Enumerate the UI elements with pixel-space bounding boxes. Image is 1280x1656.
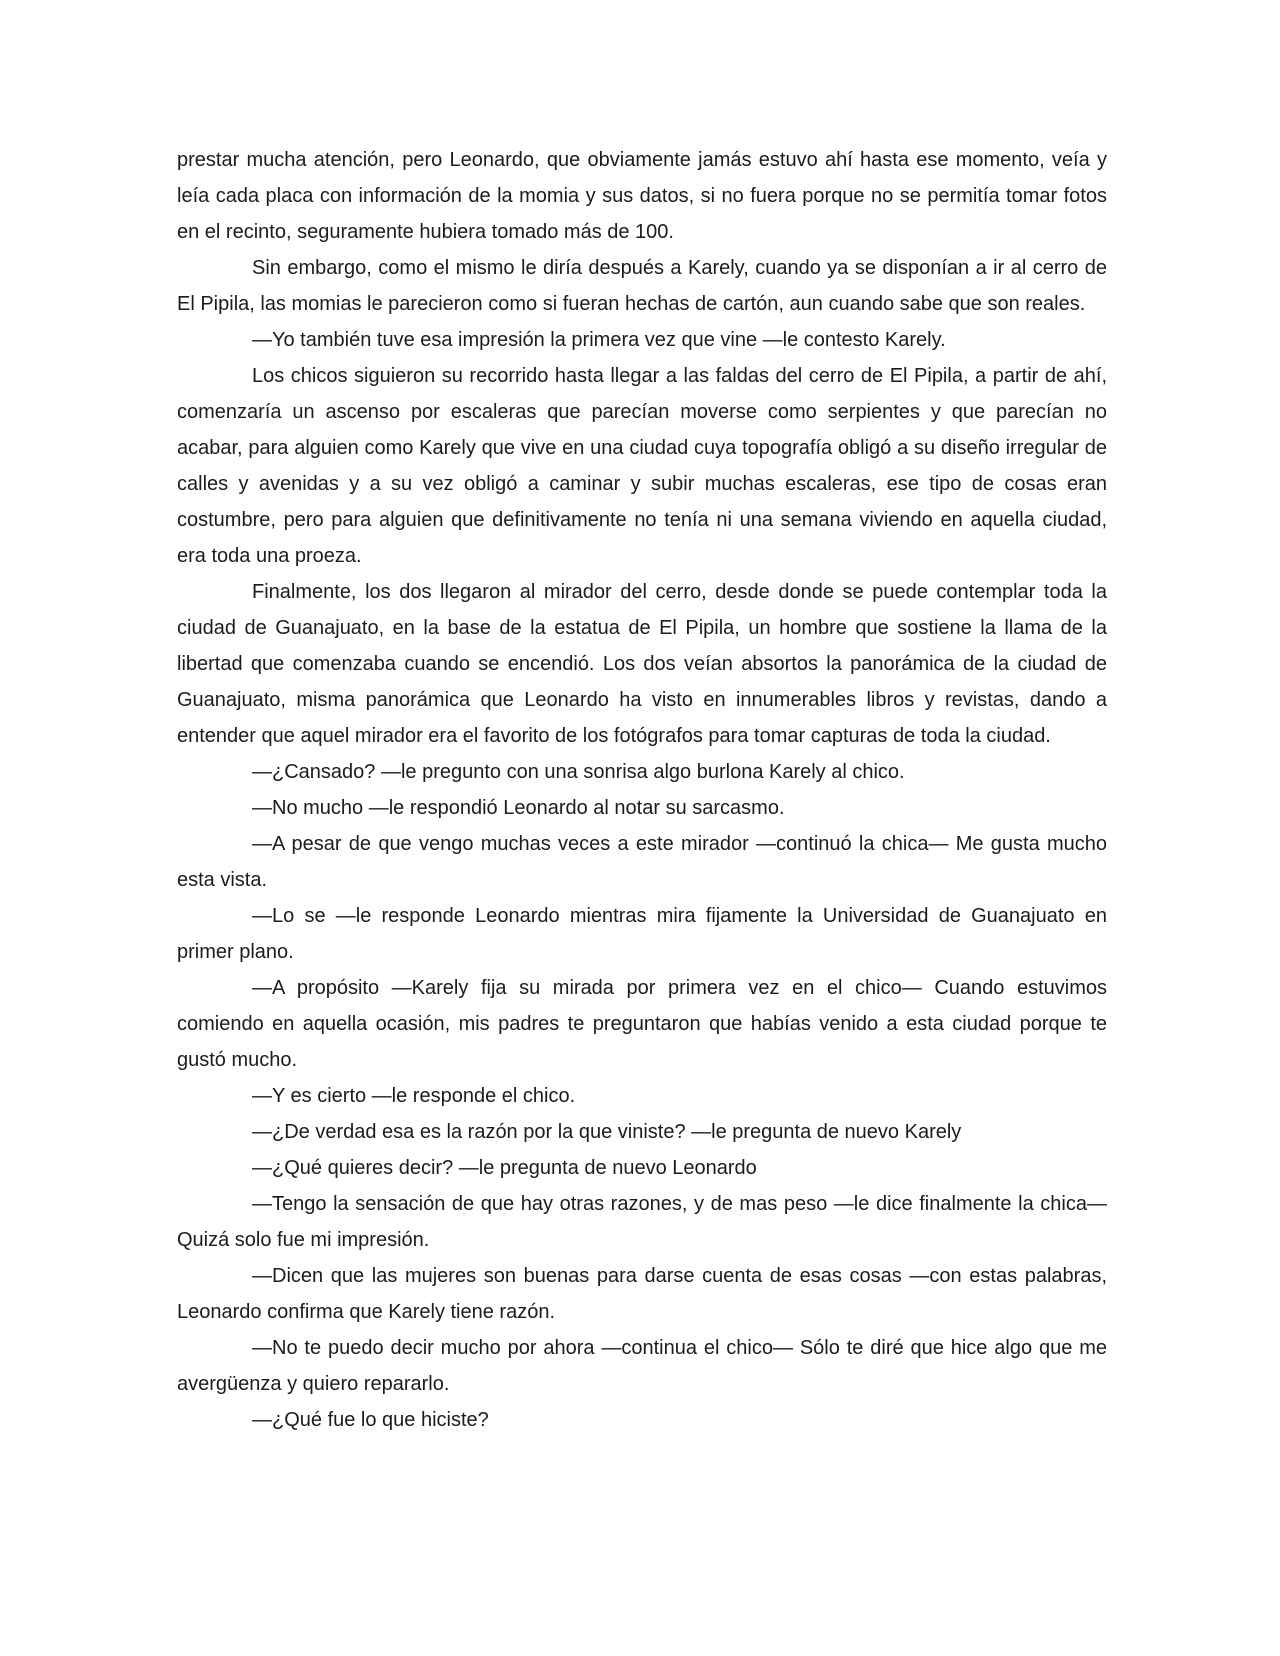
paragraph-2: Sin embargo, como el mismo le diría después a Karely, cuando ya se disponían a ir al cerro de El Pipila, las momias le parecieron como si fueran hechas de cartón, aun cuando sabe que son reales.: [177, 257, 1107, 315]
paragraph-1: prestar mucha atención, pero Leonardo, que obviamente jamás estuvo ahí hasta ese momento, veía y leía cada placa con información de la momia y sus datos, si no fuera porque no se permitía tomar fotos en el recinto, seguramente hubiera tomado más de 100.: [177, 149, 1107, 243]
paragraph-10: —A propósito —Karely fija su mirada por primera vez en el chico— Cuando estuvimos comiendo en aquella ocasión, mis padres te preguntaron que habías venido a esta ciudad porque te gustó mucho.: [177, 977, 1107, 1071]
paragraph-13: —¿Qué quieres decir? —le pregunta de nuevo Leonardo: [252, 1157, 757, 1179]
paragraph-5: Finalmente, los dos llegaron al mirador del cerro, desde donde se puede contemplar toda la ciudad de Guanajuato, en la base de la estatua de El Pipila, un hombre que sostiene la llama de la libertad que comenzaba cuando se encendió. Los dos veían absortos la panorámica de la ciudad de Guanajuato, misma panorámica que Leonardo ha visto en innumerables libros y revistas, dando a entender que aquel mirador era el favorito de los fotógrafos para tomar capturas de toda la ciudad.: [177, 581, 1107, 747]
paragraph-4: Los chicos siguieron su recorrido hasta llegar a las faldas del cerro de El Pipila, a partir de ahí, comenzaría un ascenso por escaleras que parecían moverse como serpientes y que parecían no acabar, para alguien como Karely que vive en una ciudad cuya topografía obligó a su diseño irregular de calles y avenidas y a su vez obligó a caminar y subir muchas escaleras, ese tipo de cosas eran costumbre, pero para alguien que definitivamente no tenía ni una semana viviendo en aquella ciudad, era toda una proeza.: [177, 365, 1107, 567]
paragraph-15: —Dicen que las mujeres son buenas para darse cuenta de esas cosas —con estas palabras, Leonardo confirma que Karely tiene razón.: [177, 1265, 1107, 1323]
paragraph-17: —¿Qué fue lo que hiciste?: [252, 1409, 489, 1431]
paragraph-3: —Yo también tuve esa impresión la primera vez que vine —le contesto Karely.: [252, 329, 946, 351]
paragraph-12: —¿De verdad esa es la razón por la que viniste? —le pregunta de nuevo Karely: [252, 1121, 962, 1143]
paragraph-9: —Lo se —le responde Leonardo mientras mira fijamente la Universidad de Guanajuato en primer plano.: [177, 905, 1107, 963]
document-page: [177, 142, 1107, 1438]
paragraph-6: —¿Cansado? —le pregunto con una sonrisa algo burlona Karely al chico.: [252, 761, 905, 783]
paragraph-8: —A pesar de que vengo muchas veces a este mirador —continuó la chica— Me gusta mucho esta vista.: [177, 833, 1107, 891]
paragraph-16: —No te puedo decir mucho por ahora —continua el chico— Sólo te diré que hice algo que me avergüenza y quiero repararlo.: [177, 1337, 1107, 1395]
paragraph-7: —No mucho —le respondió Leonardo al notar su sarcasmo.: [252, 797, 785, 819]
paragraph-14: —Tengo la sensación de que hay otras razones, y de mas peso —le dice finalmente la chica— Quizá solo fue mi impresión.: [177, 1193, 1107, 1251]
paragraph-11: —Y es cierto —le responde el chico.: [252, 1085, 576, 1107]
